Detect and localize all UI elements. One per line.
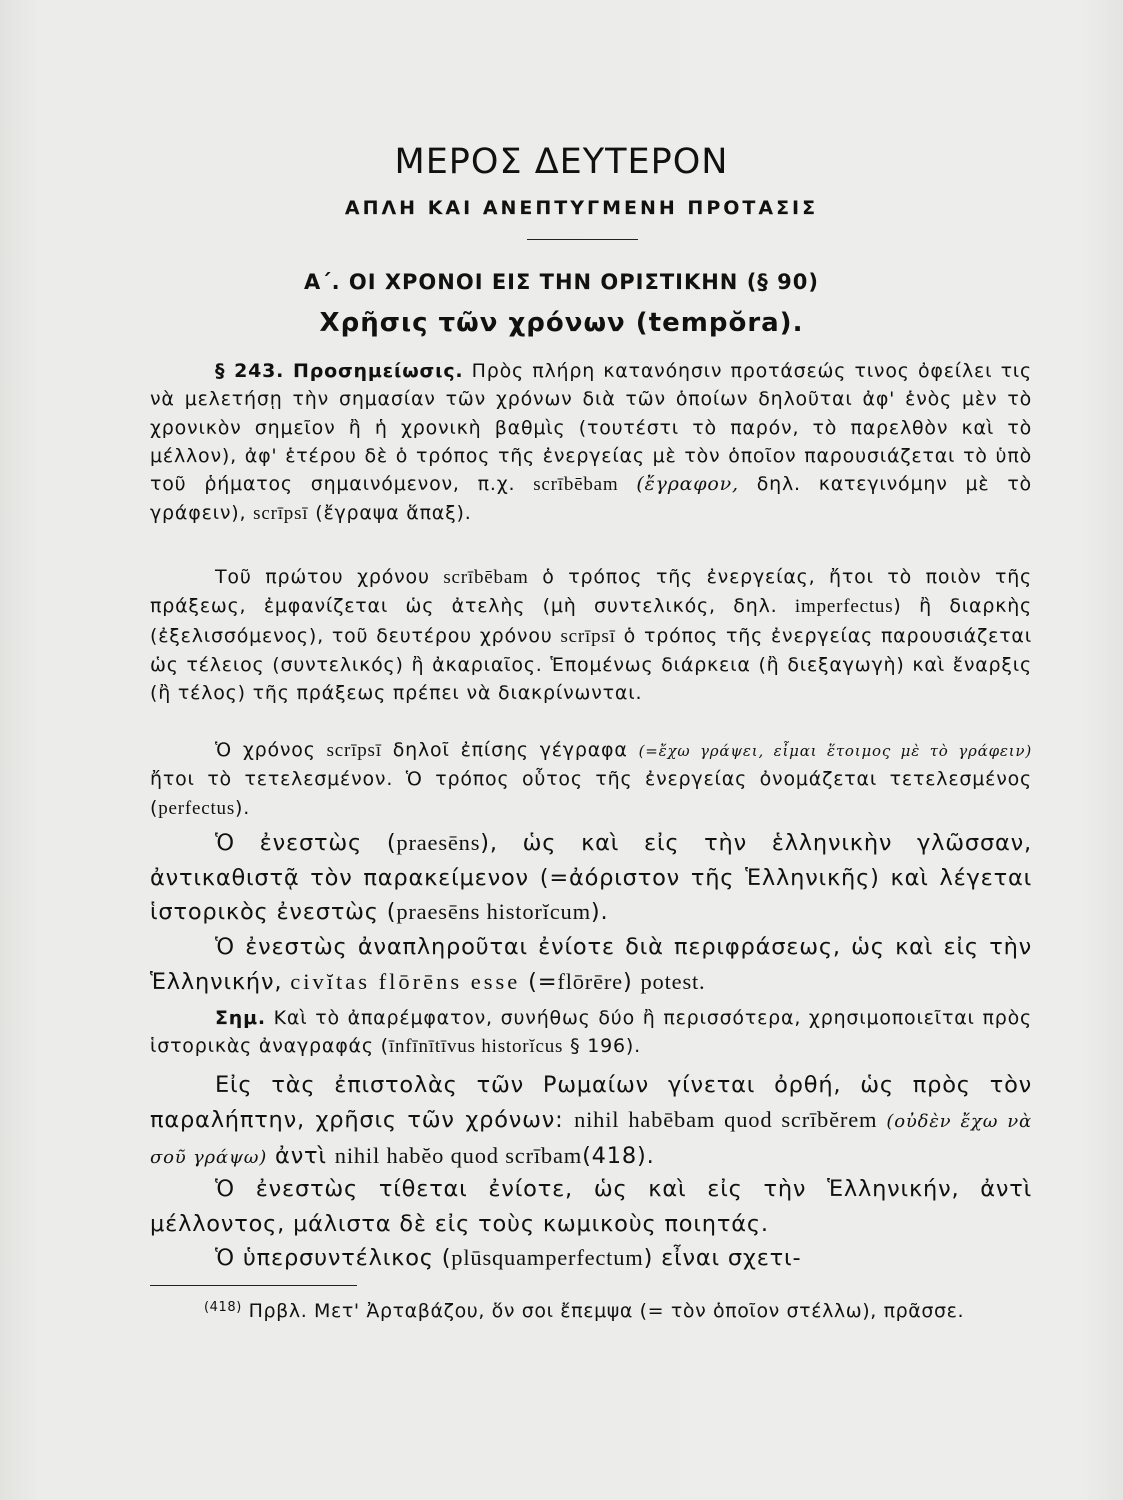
paragraph-243: [150, 357, 1032, 529]
text-run: ): [622, 968, 641, 995]
latin-term: nihil habĕo quod scrībam: [334, 1143, 583, 1169]
paragraph-letters: [150, 1068, 1032, 1176]
latin-term: civĭtas flōrēns esse: [290, 968, 521, 994]
text-run: ἀντὶ: [267, 1143, 335, 1170]
latin-term: īnfīnītīvus historĭcus: [388, 1036, 564, 1058]
latin-term: praesēns: [396, 830, 481, 855]
text-run: Ὁ ὑπερσυντέλικος (: [215, 1245, 452, 1271]
latin-term: nihil habēbam quod scrībĕrem: [574, 1106, 878, 1132]
text-run: ) ἢ διαρκὴς (ἐξελισσόμενος), τοῦ δευτέρου χρόνου: [150, 595, 1033, 647]
text-run: Ὁ ἐνεστὼς (: [215, 830, 397, 856]
text-run: δηλ. κατεγινόμην μὲ τὸ γράφειν),: [150, 473, 1032, 525]
latin-term: perfectus: [158, 797, 236, 819]
paragraph-historic-present: [150, 826, 1032, 930]
latin-term: scrīpsī: [560, 625, 616, 647]
part-subtitle: ΑΠΛΗ ΚΑΙ ΑΝΕΠΤΥΓΜΕΝΗ ΠΡΟΤΑΣΙΣ: [344, 197, 819, 219]
latin-term: potest.: [640, 968, 706, 994]
text-run: δηλοῖ ἐπίσης γέγραφα: [381, 739, 639, 761]
text-run: Καὶ τὸ ἀπαρέμφατον, συνήθως δύο ἢ περισσότερα, χρησιμοποιεῖται πρὸς ἱστορικὰς ἀναγραφάς (: [150, 1007, 1032, 1058]
text-run: Ὁ ἐνεστὼς ἀναπληροῦται ἐνίοτε διὰ περιφράσεως, ὡς καὶ εἰς τὴν Ἑλληνικήν,: [150, 934, 1032, 995]
part-title: ΜΕΡΟΣ ΔΕΥΤΕΡΟΝ: [394, 142, 729, 182]
footnote-divider: [150, 1285, 357, 1286]
text-run: Πρὸς πλήρη κατανόησιν προτάσεώς τινος ὀφείλει τις νὰ μελετήσῃ τὴν σημασίαν τῶν χρόνων διὰ τῶν ὁποίων δηλοῦται ἀφ' ἑνὸς μὲν τὸ χρονικὸν σημεῖον ἢ ἡ χρονικὴ βαθμὶς (τουτέστι τὸ παρόν, τὸ παρελθὸν καὶ τὸ μέλλον), ἀφ' ἑτέρου δὲ ὁ τρόπος τῆς ἐνεργείας μὲ τὸν ὁποῖον παρουσιάζεται τὸ ὑπὸ τοῦ ῥήματος σημαινόμενον, π.χ.: [150, 360, 1032, 496]
greek-gloss: (ἔγραφον,: [618, 473, 739, 496]
footnote-418: [150, 1294, 1032, 1325]
latin-term: scrīpsī: [253, 503, 309, 525]
text-run: (=: [520, 968, 558, 995]
latin-term: scrībēbam: [533, 474, 619, 496]
text-run: Εἰς τὰς ἐπιστολὰς τῶν Ρωμαίων γίνεται ὀρθή, ὡς πρὸς τὸν παραλήπτην, χρῆσις τῶν χρόνων:: [150, 1072, 1032, 1133]
paragraph-future-use: [150, 1172, 1032, 1241]
text-run: ἤτοι τὸ τετελεσμένον. Ὁ τρόπος οὗτος τῆς ἐνεργείας ὀνομάζεται τετελεσμένος (: [150, 768, 1032, 819]
text-run: ὁ τρόπος τῆς ἐνεργείας, ἤτοι τὸ ποιὸν τῆς πράξεως, ἐμφανίζεται ὡς ἀτελὴς (μὴ συντελικός, δηλ.: [150, 566, 1032, 618]
paragraph-pluperfect: [150, 1241, 1032, 1276]
text-run: ).: [590, 899, 609, 926]
latin-term: imperfectus: [794, 596, 894, 618]
text-run: ὁ τρόπος τῆς ἐνεργείας παρουσιάζεται ὡς τέλειος (συντελικός) ἢ ἀκαριαῖος. Ἑπομένως διάρκεια (ἢ διεξαγωγὴ) καὶ ἔναρξις (ἢ τέλος) τῆς πράξεως πρέπει νὰ διακρίνωνται.: [150, 624, 1032, 705]
latin-term: scrīpsī: [326, 740, 382, 761]
text-run: § 196).: [563, 1035, 641, 1058]
latin-term: praesēns historĭcum: [396, 899, 591, 925]
footnote-marker: (418): [204, 1300, 242, 1315]
greek-gloss: (οὐδὲν ἔχω νὰ σοῦ γράψω): [150, 1110, 1032, 1169]
paragraph-periphrasis: [150, 930, 1032, 999]
section-number: § 243. Προσημείωσις.: [215, 360, 464, 382]
section-subheading: Χρῆσις τῶν χρόνων (tempŏra).: [319, 308, 804, 338]
note-paragraph: [150, 1004, 1032, 1062]
footnote-text: Πρβλ. Μετ' Ἀρταβάζου, ὅν σοι ἔπεμψα (= τὸν ὁποῖον στέλλω), πρᾶσσε.: [241, 1300, 965, 1322]
latin-term: plūsquamperfectum: [451, 1245, 644, 1270]
greek-gloss: (=ἔχω γράψει, εἶμαι ἕτοιμος μὲ τὸ γράφειν): [638, 742, 1032, 760]
text-run: Ὁ ἐνεστὼς τίθεται ἐνίοτε, ὡς καὶ εἰς τὴν Ἑλληνικήν, ἀντὶ μέλλοντος, μάλιστα δὲ εἰς τοὺς κωμικοὺς ποιητάς.: [150, 1176, 1032, 1237]
note-label: Σημ.: [215, 1007, 266, 1029]
text-run: (ἔγραψα ἅπαξ).: [308, 502, 472, 525]
text-run: Τοῦ πρώτου χρόνου: [215, 566, 444, 588]
text-run: ), ὡς καὶ εἰς τὴν ἑλληνικὴν γλῶσσαν, ἀντικαθιστᾷ τὸν παρακείμενον (=ἀόριστον τῆς Ἑλληνικῆς) καὶ λέγεται ἱστορικὸς ἐνεστὼς (: [150, 830, 1033, 926]
text-run: Ὁ χρόνος: [215, 739, 327, 761]
title-divider: [527, 239, 638, 240]
latin-term: scrībēbam: [443, 567, 529, 588]
section-heading: Α΄. ΟΙ ΧΡΟΝΟΙ ΕΙΣ ΤΗΝ ΟΡΙΣΤΙΚΗΝ (§ 90): [304, 270, 819, 294]
paragraph-perfect: [150, 736, 1032, 823]
text-run: ).: [235, 796, 251, 819]
footnote-reference[interactable]: (418).: [582, 1143, 655, 1170]
latin-term: flōrēre: [557, 968, 623, 994]
paragraph-imperfect: [150, 563, 1032, 707]
text-run: ) εἶναι σχετι-: [643, 1245, 802, 1271]
